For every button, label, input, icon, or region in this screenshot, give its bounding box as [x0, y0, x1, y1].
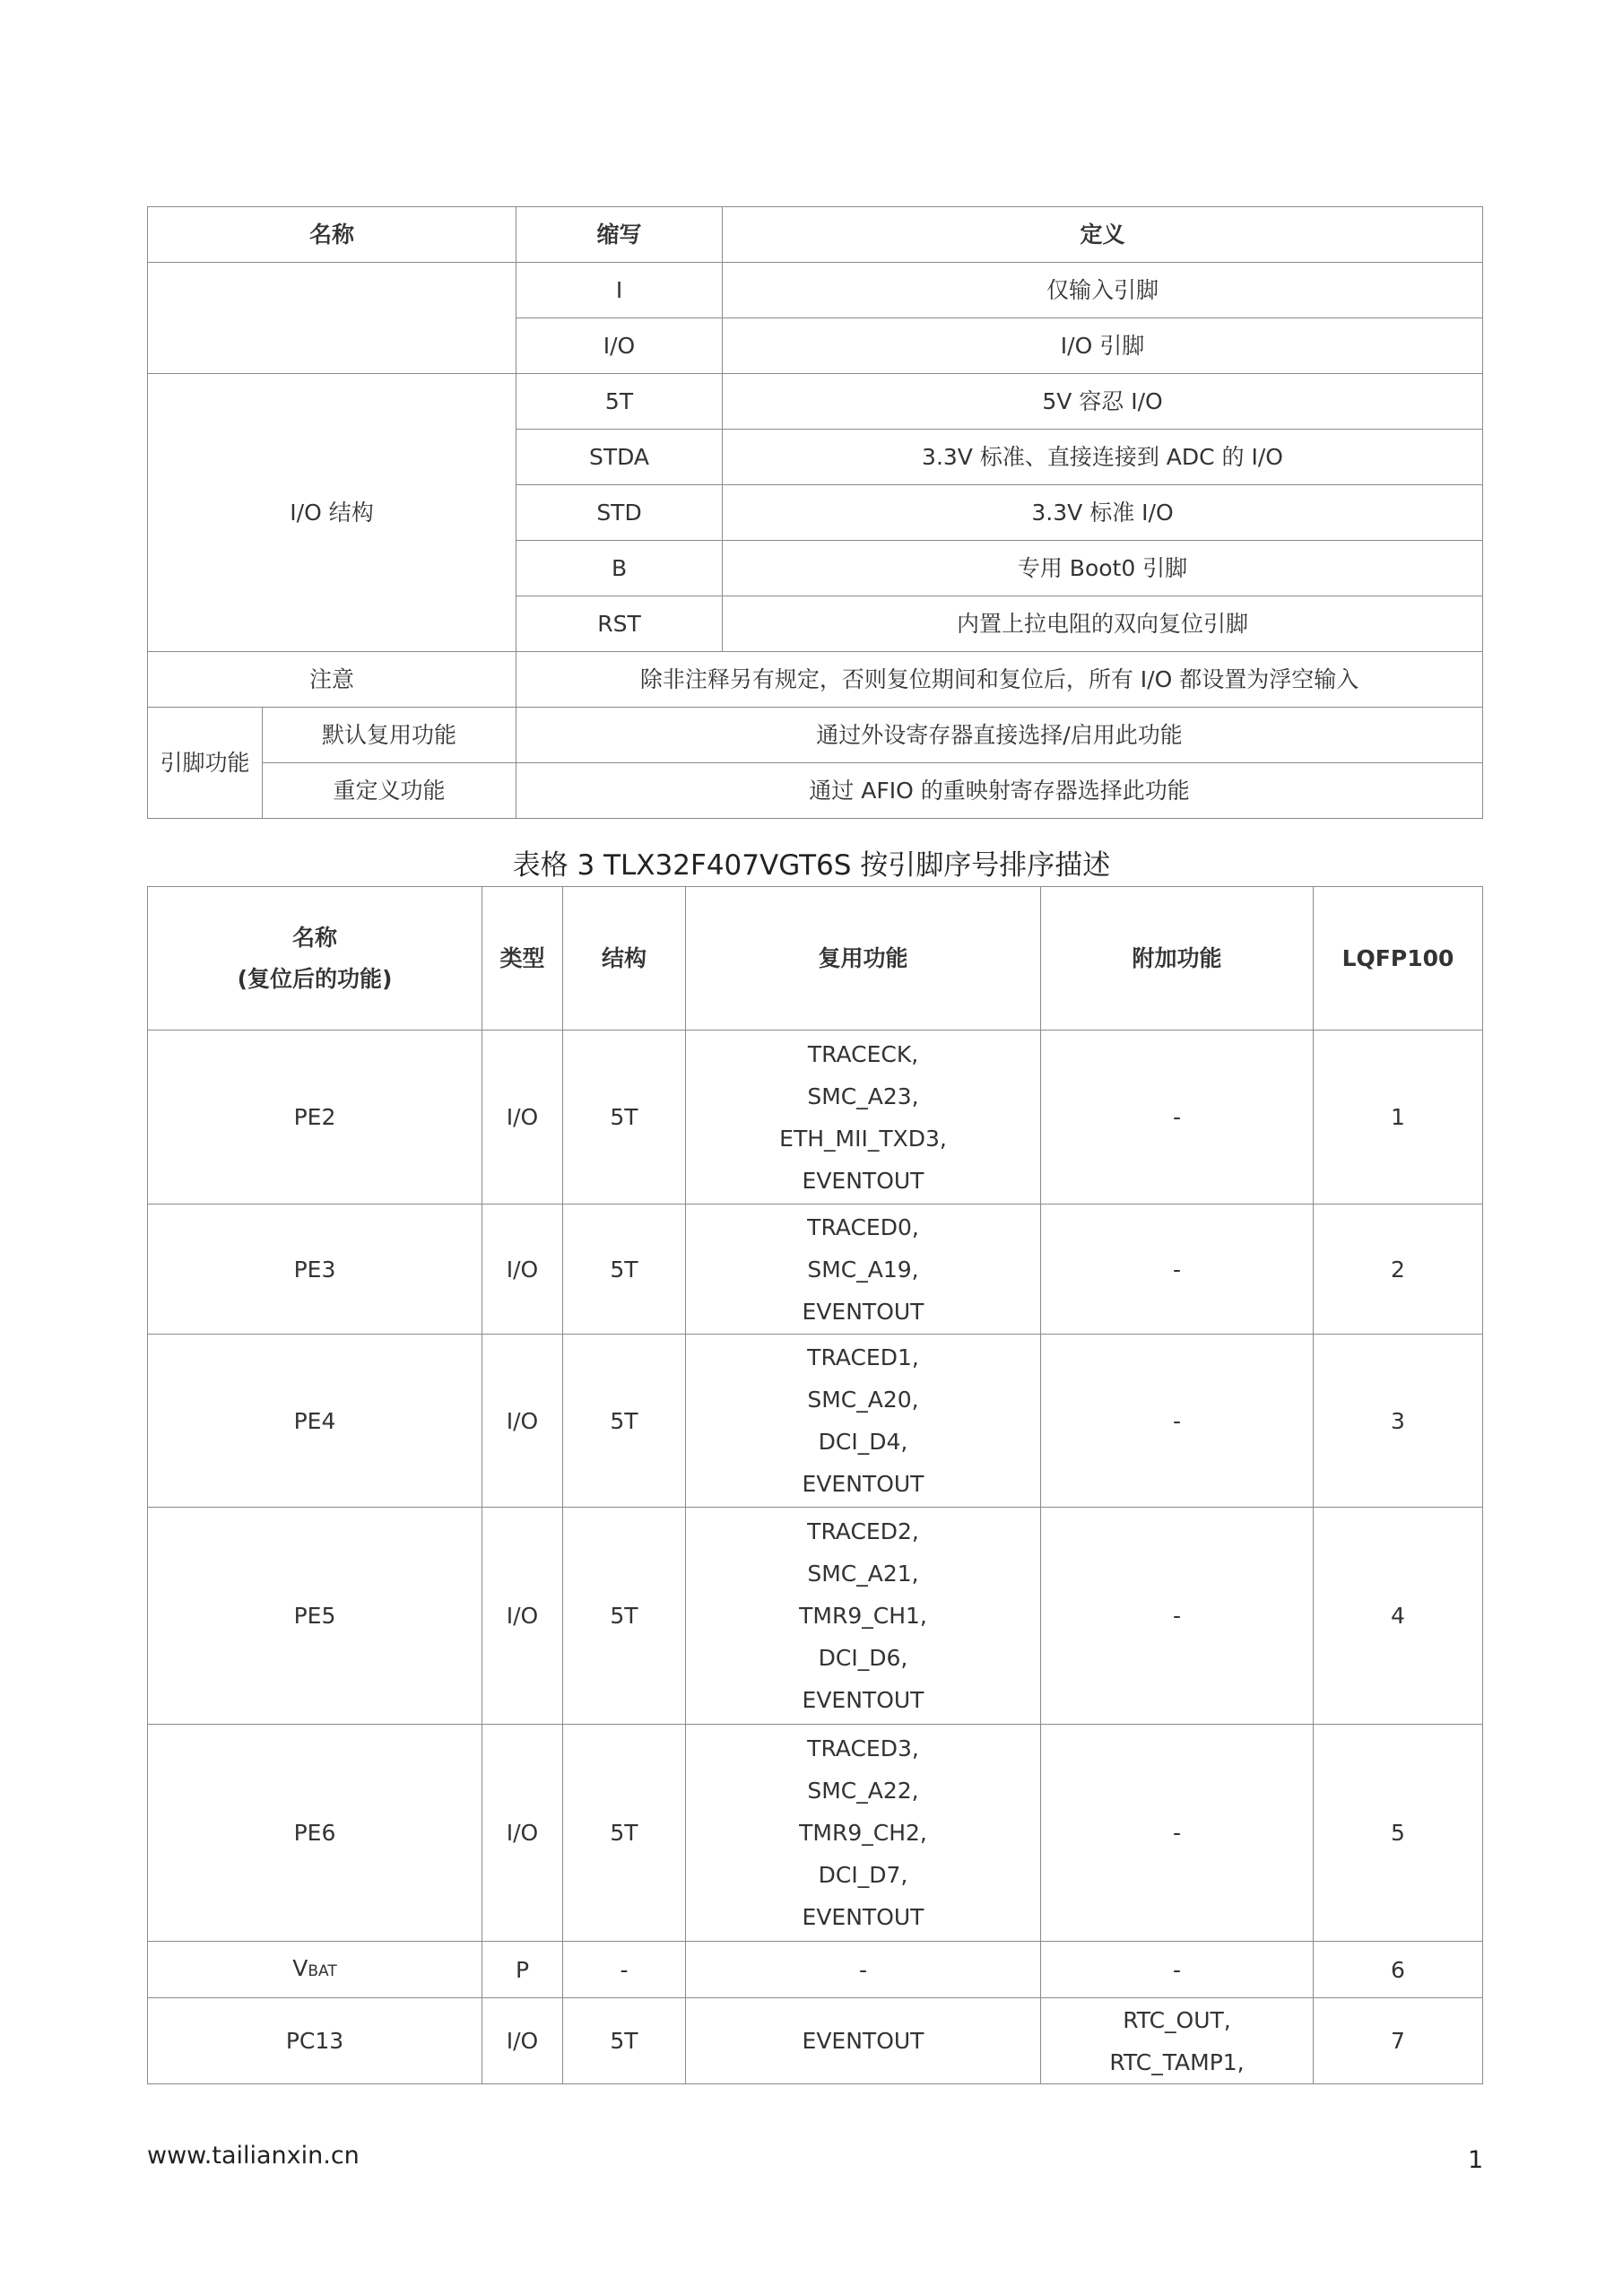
pin-alternate-functions-line: ETH_MII_TXD3,	[779, 1125, 947, 1152]
legend-definition: 5V 容忍 I/O	[723, 374, 1483, 430]
pin-structure: 5T	[563, 1998, 686, 2084]
pin-type: I/O	[482, 1031, 563, 1205]
pin-additional-functions-line: -	[1172, 1104, 1182, 1130]
legend-header-definition: 定义	[723, 207, 1483, 263]
legend-abbr: I/O	[516, 318, 723, 374]
legend-definition: I/O 引脚	[723, 318, 1483, 374]
pin-alternate-functions	[686, 1335, 1041, 1508]
legend-abbr: 5T	[516, 374, 723, 430]
pin-alternate-functions-line: DCI_D7,	[818, 1862, 908, 1888]
pin-header-row	[148, 887, 1483, 1031]
pin-alternate-functions-line: SMC_A20,	[807, 1387, 919, 1413]
pin-name: PE6	[148, 1725, 482, 1942]
legend-definition: 3.3V 标准 I/O	[723, 485, 1483, 541]
pin-additional-functions-line: -	[1172, 1820, 1182, 1846]
pin-function-label: 引脚功能	[148, 708, 263, 819]
pin-function-name: 重定义功能	[263, 763, 516, 819]
pin-row	[148, 1998, 1483, 2084]
pin-row	[148, 1508, 1483, 1725]
pin-number: 6	[1314, 1942, 1483, 1998]
pin-number: 5	[1314, 1725, 1483, 1942]
pin-structure: 5T	[563, 1031, 686, 1205]
pin-additional-functions-line: RTC_OUT,	[1123, 2006, 1231, 2033]
legend-definition: 内置上拉电阻的双向复位引脚	[723, 596, 1483, 652]
legend-row	[148, 374, 1483, 430]
table-caption: 表格 3 TLX32F407VGT6S 按引脚序号排序描述	[512, 849, 1111, 882]
pin-additional-functions	[1041, 1725, 1314, 1942]
pin-alternate-functions	[686, 1942, 1041, 1998]
header-type: 类型	[482, 887, 563, 1031]
note-text: 除非注释另有规定，否则复位期间和复位后，所有 I/O 都设置为浮空输入	[516, 652, 1483, 708]
pin-name-main: V	[292, 1954, 308, 1981]
pin-additional-functions-line: -	[1172, 1956, 1182, 1983]
header-additional-functions: 附加功能	[1041, 887, 1314, 1031]
header-name	[148, 887, 482, 1031]
pin-alternate-functions-line: SMC_A23,	[807, 1083, 919, 1109]
io-structure-label: I/O 结构	[148, 374, 516, 652]
pin-additional-functions-line: -	[1172, 1407, 1182, 1434]
pin-structure: 5T	[563, 1508, 686, 1725]
pin-alternate-functions-line: -	[858, 1956, 868, 1983]
pin-name: PC13	[148, 1998, 482, 2084]
header-alternate-functions: 复用功能	[686, 887, 1041, 1031]
pin-name	[148, 1942, 482, 1998]
pin-alternate-functions-line: SMC_A19,	[807, 1256, 919, 1283]
pin-alternate-functions-line: EVENTOUT	[802, 1471, 924, 1497]
pin-number: 2	[1314, 1205, 1483, 1335]
legend-abbr: STDA	[516, 430, 723, 485]
pin-alternate-functions-line: TRACECK,	[807, 1040, 919, 1067]
pin-additional-functions-line: -	[1172, 1603, 1182, 1629]
pin-function-name: 默认复用功能	[263, 708, 516, 763]
pin-name: PE5	[148, 1508, 482, 1725]
legend-row	[148, 263, 1483, 318]
pin-additional-functions	[1041, 1205, 1314, 1335]
pin-additional-functions-line: RTC_TAMP1,	[1109, 2048, 1245, 2075]
pin-function-definition: 通过外设寄存器直接选择/启用此功能	[516, 708, 1483, 763]
pin-row	[148, 1031, 1483, 1205]
page-number: 1	[1468, 2146, 1484, 2174]
pin-alternate-functions-line: EVENTOUT	[802, 1904, 924, 1930]
pin-alternate-functions-line: SMC_A21,	[807, 1561, 919, 1587]
pin-structure: -	[563, 1942, 686, 1998]
pin-number: 1	[1314, 1031, 1483, 1205]
pin-type: I/O	[482, 1725, 563, 1942]
legend-table	[147, 206, 1483, 819]
pin-row	[148, 1725, 1483, 1942]
legend-header-name: 名称	[148, 207, 516, 263]
pin-alternate-functions	[686, 1725, 1041, 1942]
legend-abbr: STD	[516, 485, 723, 541]
pin-alternate-functions-line: SMC_A22,	[807, 1778, 919, 1804]
pin-structure: 5T	[563, 1335, 686, 1508]
header-name-line1: 名称	[291, 924, 337, 951]
pin-alternate-functions-line: EVENTOUT	[802, 1167, 924, 1194]
pin-alternate-functions-line: TMR9_CH2,	[799, 1820, 927, 1846]
pin-alternate-functions	[686, 1205, 1041, 1335]
legend-definition: 仅输入引脚	[723, 263, 1483, 318]
footer-url: www.tailianxin.cn	[147, 2142, 360, 2170]
pin-type: I/O	[482, 1508, 563, 1725]
pin-number: 4	[1314, 1508, 1483, 1725]
pin-row	[148, 1335, 1483, 1508]
pin-alternate-functions-line: TMR9_CH1,	[799, 1603, 927, 1629]
legend-definition: 专用 Boot0 引脚	[723, 541, 1483, 596]
pin-additional-functions	[1041, 1031, 1314, 1205]
header-structure: 结构	[563, 887, 686, 1031]
pin-type: P	[482, 1942, 563, 1998]
pin-number: 3	[1314, 1335, 1483, 1508]
pin-name: PE4	[148, 1335, 482, 1508]
pin-alternate-functions	[686, 1508, 1041, 1725]
legend-abbr: RST	[516, 596, 723, 652]
pin-additional-functions	[1041, 1335, 1314, 1508]
pin-alternate-functions	[686, 1998, 1041, 2084]
pin-structure: 5T	[563, 1205, 686, 1335]
legend-row	[148, 708, 1483, 763]
legend-row	[148, 763, 1483, 819]
pin-alternate-functions-line: EVENTOUT	[802, 2028, 924, 2054]
pin-type: I/O	[482, 1205, 563, 1335]
legend-definition: 3.3V 标准、直接连接到 ADC 的 I/O	[723, 430, 1483, 485]
pin-row	[148, 1205, 1483, 1335]
header-name-line2: (复位后的功能)	[237, 965, 393, 992]
pin-name: PE2	[148, 1031, 482, 1205]
pin-alternate-functions-line: TRACED2,	[807, 1518, 919, 1544]
legend-abbr: I	[516, 263, 723, 318]
pin-function-definition: 通过 AFIO 的重映射寄存器选择此功能	[516, 763, 1483, 819]
pin-alternate-functions-line: DCI_D6,	[818, 1645, 908, 1671]
pin-number: 7	[1314, 1998, 1483, 2084]
pin-additional-functions-line: -	[1172, 1256, 1182, 1283]
pin-type: I/O	[482, 1335, 563, 1508]
pin-type: I/O	[482, 1998, 563, 2084]
header-package: LQFP100	[1314, 887, 1483, 1031]
pin-name-subscript: BAT	[308, 1961, 337, 1980]
pin-name: PE3	[148, 1205, 482, 1335]
pin-alternate-functions-line: EVENTOUT	[802, 1687, 924, 1713]
pin-alternate-functions-line: TRACED0,	[807, 1213, 919, 1240]
legend-header-abbr: 缩写	[516, 207, 723, 263]
pin-additional-functions	[1041, 1998, 1314, 2084]
pin-alternate-functions-line: TRACED3,	[807, 1735, 919, 1761]
pin-row	[148, 1942, 1483, 1998]
port-type-cell	[148, 263, 516, 374]
legend-abbr: B	[516, 541, 723, 596]
pin-alternate-functions	[686, 1031, 1041, 1205]
pin-additional-functions	[1041, 1508, 1314, 1725]
legend-note-row	[148, 652, 1483, 708]
pin-structure: 5T	[563, 1725, 686, 1942]
pin-alternate-functions-line: DCI_D4,	[818, 1429, 908, 1455]
note-label: 注意	[148, 652, 516, 708]
pin-table	[147, 886, 1483, 2084]
legend-header-row	[148, 207, 1483, 263]
pin-additional-functions	[1041, 1942, 1314, 1998]
pin-alternate-functions-line: EVENTOUT	[802, 1298, 924, 1325]
pin-alternate-functions-line: TRACED1,	[807, 1344, 919, 1370]
